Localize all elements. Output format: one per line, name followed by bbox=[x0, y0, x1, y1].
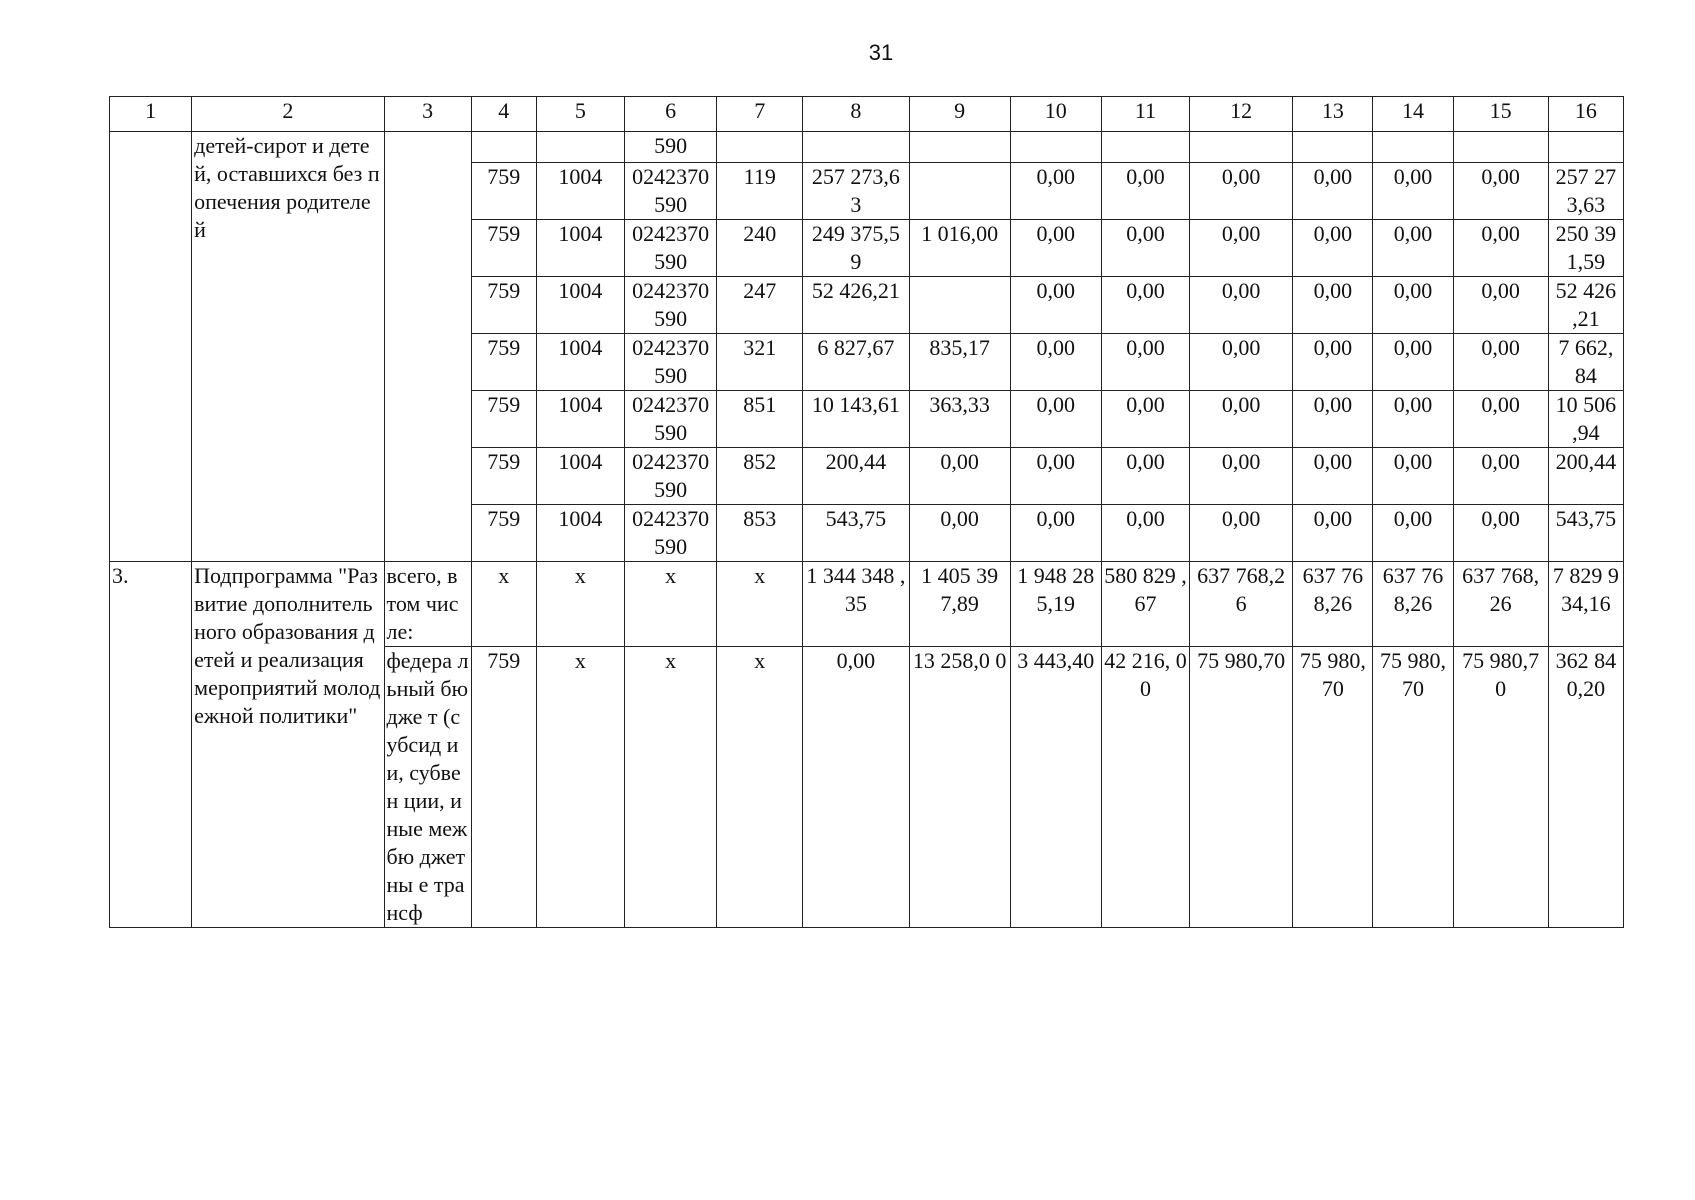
table-cell: 75 980,70 bbox=[1190, 647, 1293, 928]
table-cell: Подпрограмма "Развитие дополнительного образования детей и реализация мероприятий молодежной политики" bbox=[192, 562, 384, 928]
table-cell: 52 426,21 bbox=[803, 277, 909, 334]
table-cell: 42 216, 00 bbox=[1101, 647, 1189, 928]
table-cell: 1004 bbox=[536, 220, 624, 277]
table-cell: 0,00 bbox=[1453, 391, 1548, 448]
table-cell: 0,00 bbox=[1101, 334, 1189, 391]
table-cell: 0,00 bbox=[1190, 220, 1293, 277]
table-cell: 0,00 bbox=[1293, 163, 1373, 220]
table-cell: 200,44 bbox=[1548, 448, 1623, 505]
table-cell: 0,00 bbox=[1010, 277, 1101, 334]
table-cell bbox=[1190, 132, 1293, 163]
table-cell: 0,00 bbox=[1101, 277, 1189, 334]
table-cell: 0,00 bbox=[1453, 163, 1548, 220]
column-header-3: 3 bbox=[384, 97, 471, 132]
column-header-13: 13 bbox=[1293, 97, 1373, 132]
table-cell: 543,75 bbox=[803, 505, 909, 562]
table-cell: 6 827,67 bbox=[803, 334, 909, 391]
table-cell: 0,00 bbox=[1190, 391, 1293, 448]
column-header-11: 11 bbox=[1101, 97, 1189, 132]
table-cell bbox=[909, 163, 1010, 220]
table-cell: 0,00 bbox=[1190, 505, 1293, 562]
column-number-row bbox=[110, 97, 1624, 132]
table-cell: 1 016,00 bbox=[909, 220, 1010, 277]
table-cell: 0,00 bbox=[1293, 277, 1373, 334]
table-cell: 75 980,7 0 bbox=[1453, 647, 1548, 928]
table-cell: 852 bbox=[717, 448, 803, 505]
table-cell: 759 bbox=[471, 647, 536, 928]
column-header-7: 7 bbox=[717, 97, 803, 132]
table-cell: 247 bbox=[717, 277, 803, 334]
table-cell: 0,00 bbox=[1190, 334, 1293, 391]
table-cell: 0,00 bbox=[1101, 163, 1189, 220]
table-cell: 0,00 bbox=[1453, 448, 1548, 505]
column-header-10: 10 bbox=[1010, 97, 1101, 132]
table-cell: 0242370 590 bbox=[625, 505, 717, 562]
table-cell: 0,00 bbox=[1101, 220, 1189, 277]
table-cell: 1004 bbox=[536, 163, 624, 220]
budget-table bbox=[109, 96, 1624, 928]
table-cell: 0,00 bbox=[1373, 277, 1453, 334]
table-cell bbox=[1010, 132, 1101, 163]
table-cell: 257 27 3,63 bbox=[1548, 163, 1623, 220]
table-cell: 10 143,61 bbox=[803, 391, 909, 448]
table-cell bbox=[1548, 132, 1623, 163]
table-cell: 75 980, 70 bbox=[1373, 647, 1453, 928]
table-cell: 1004 bbox=[536, 391, 624, 448]
table-cell: х bbox=[471, 562, 536, 647]
table-cell: х bbox=[536, 647, 624, 928]
table-cell: 0,00 bbox=[1101, 448, 1189, 505]
table-cell: х bbox=[625, 647, 717, 928]
table-cell: 0,00 bbox=[1373, 505, 1453, 562]
table-cell: 851 bbox=[717, 391, 803, 448]
table-cell: х bbox=[717, 562, 803, 647]
table-cell: 0,00 bbox=[909, 505, 1010, 562]
column-header-16: 16 bbox=[1548, 97, 1623, 132]
column-header-8: 8 bbox=[803, 97, 909, 132]
table-cell: 637 768, 26 bbox=[1453, 562, 1548, 647]
table-cell: 257 273,6 3 bbox=[803, 163, 909, 220]
table-cell: 0242370 590 bbox=[625, 163, 717, 220]
table-cell: 1 405 39 7,89 bbox=[909, 562, 1010, 647]
table-cell: 637 76 8,26 bbox=[1373, 562, 1453, 647]
table-cell: 0,00 bbox=[1373, 391, 1453, 448]
table-cell: 0242370 590 bbox=[625, 220, 717, 277]
table-cell: 10 506 ,94 bbox=[1548, 391, 1623, 448]
table-cell: 119 bbox=[717, 163, 803, 220]
table-cell: 321 bbox=[717, 334, 803, 391]
table-cell: 590 bbox=[625, 132, 717, 163]
table-cell: 0,00 bbox=[1373, 448, 1453, 505]
table-cell: 0,00 bbox=[1453, 277, 1548, 334]
table-cell: 3 443,40 bbox=[1010, 647, 1101, 928]
table-cell: 1004 bbox=[536, 334, 624, 391]
table-cell: 0,00 bbox=[1010, 163, 1101, 220]
table-cell: 0242370 590 bbox=[625, 334, 717, 391]
column-header-14: 14 bbox=[1373, 97, 1453, 132]
table-cell: 13 258,0 0 bbox=[909, 647, 1010, 928]
table-cell: 0,00 bbox=[1293, 391, 1373, 448]
table-cell: 637 768,2 6 bbox=[1190, 562, 1293, 647]
table-cell: 1 344 348 ,35 bbox=[803, 562, 909, 647]
column-header-6: 6 bbox=[625, 97, 717, 132]
table-cell: 580 829 ,67 bbox=[1101, 562, 1189, 647]
table-cell: 0,00 bbox=[1293, 334, 1373, 391]
column-header-9: 9 bbox=[909, 97, 1010, 132]
table-cell bbox=[803, 132, 909, 163]
table-cell bbox=[909, 277, 1010, 334]
table-cell: 759 bbox=[471, 163, 536, 220]
table-cell: 0,00 bbox=[1293, 220, 1373, 277]
table-cell: 0,00 bbox=[1373, 163, 1453, 220]
table-cell: 7 662, 84 bbox=[1548, 334, 1623, 391]
table-cell: 7 829 934,16 bbox=[1548, 562, 1623, 647]
column-header-2: 2 bbox=[192, 97, 384, 132]
table-cell: федера льный бюдже т (субсид ии, субвен ции, иные межбю джетны е трансф bbox=[384, 647, 471, 928]
table-cell: 1 948 28 5,19 bbox=[1010, 562, 1101, 647]
table-row bbox=[110, 562, 1624, 647]
table-cell: 1004 bbox=[536, 448, 624, 505]
table-cell: 0,00 bbox=[1010, 448, 1101, 505]
table-cell: 759 bbox=[471, 277, 536, 334]
table-cell bbox=[471, 132, 536, 163]
table-cell: 0,00 bbox=[909, 448, 1010, 505]
column-header-1: 1 bbox=[110, 97, 192, 132]
table-cell: х bbox=[625, 562, 717, 647]
table-cell: 759 bbox=[471, 391, 536, 448]
table-cell: 759 bbox=[471, 505, 536, 562]
table-cell: 0,00 bbox=[1190, 163, 1293, 220]
table-cell: 0,00 bbox=[1101, 505, 1189, 562]
table-cell: 0242370 590 bbox=[625, 391, 717, 448]
table-cell: 759 bbox=[471, 334, 536, 391]
table-cell: 0,00 bbox=[1190, 448, 1293, 505]
table-cell: 0,00 bbox=[1453, 505, 1548, 562]
table-cell: 0,00 bbox=[1453, 220, 1548, 277]
table-cell: 200,44 bbox=[803, 448, 909, 505]
table-cell: 1004 bbox=[536, 277, 624, 334]
page-number: 31 bbox=[868, 40, 894, 65]
table-cell: 363,33 bbox=[909, 391, 1010, 448]
table-cell bbox=[909, 132, 1010, 163]
table-cell: 637 76 8,26 bbox=[1293, 562, 1373, 647]
table-cell: х bbox=[717, 647, 803, 928]
table-cell: 240 bbox=[717, 220, 803, 277]
table-cell: 249 375,5 9 bbox=[803, 220, 909, 277]
table-cell bbox=[384, 132, 471, 562]
table-cell: 853 bbox=[717, 505, 803, 562]
table-cell: 3. bbox=[110, 562, 192, 928]
table-cell: 0,00 bbox=[1010, 505, 1101, 562]
table-cell: 0242370 590 bbox=[625, 448, 717, 505]
table-cell: 0,00 bbox=[1293, 448, 1373, 505]
table-cell: 0,00 bbox=[1453, 334, 1548, 391]
table-cell bbox=[717, 132, 803, 163]
table-cell: 0,00 bbox=[1010, 220, 1101, 277]
table-cell: детей-сирот и детей, оставшихся без попечения родителей bbox=[192, 132, 384, 562]
table-cell: 75 980, 70 bbox=[1293, 647, 1373, 928]
table-cell: х bbox=[536, 562, 624, 647]
table-cell: 1004 bbox=[536, 505, 624, 562]
table-cell bbox=[536, 132, 624, 163]
column-header-12: 12 bbox=[1190, 97, 1293, 132]
table-cell bbox=[110, 132, 192, 562]
table-cell: 52 426 ,21 bbox=[1548, 277, 1623, 334]
table-cell: 0,00 bbox=[1010, 334, 1101, 391]
table-cell: 0,00 bbox=[1101, 391, 1189, 448]
table-cell: всего, в том числе: bbox=[384, 562, 471, 647]
table-cell: 759 bbox=[471, 448, 536, 505]
table-cell bbox=[1453, 132, 1548, 163]
table-cell: 0,00 bbox=[803, 647, 909, 928]
table-cell: 0,00 bbox=[1190, 277, 1293, 334]
table-cell: 0,00 bbox=[1293, 505, 1373, 562]
column-header-5: 5 bbox=[536, 97, 624, 132]
table-cell bbox=[1373, 132, 1453, 163]
table-cell: 0,00 bbox=[1010, 391, 1101, 448]
table-cell: 0242370 590 bbox=[625, 277, 717, 334]
table-cell: 362 84 0,20 bbox=[1548, 647, 1623, 928]
table-cell: 759 bbox=[471, 220, 536, 277]
table-cell: 0,00 bbox=[1373, 334, 1453, 391]
table-cell: 250 39 1,59 bbox=[1548, 220, 1623, 277]
table-cell: 543,75 bbox=[1548, 505, 1623, 562]
column-header-15: 15 bbox=[1453, 97, 1548, 132]
table-cell: 0,00 bbox=[1373, 220, 1453, 277]
table-cell bbox=[1293, 132, 1373, 163]
table-row bbox=[110, 132, 1624, 163]
table-cell bbox=[1101, 132, 1189, 163]
column-header-4: 4 bbox=[471, 97, 536, 132]
table-cell: 835,17 bbox=[909, 334, 1010, 391]
